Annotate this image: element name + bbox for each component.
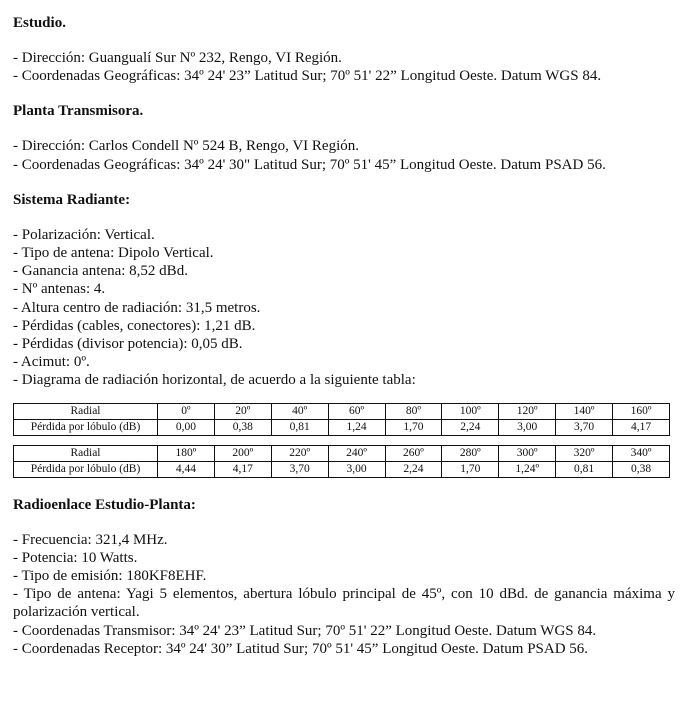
table-row-perdida	[14, 461, 670, 477]
table-cell: 260º	[385, 445, 442, 461]
table-cell: 180º	[158, 445, 215, 461]
table-cell: 200º	[214, 445, 271, 461]
table-row-perdida	[14, 419, 670, 435]
table-cell: 80º	[385, 403, 442, 419]
table-cell: 340º	[613, 445, 670, 461]
table-cell: 300º	[499, 445, 556, 461]
section-heading-radioenlace: Radioenlace Estudio-Planta:	[13, 496, 196, 513]
sistema-item: - Pérdidas (divisor potencia): 0,05 dB.	[13, 336, 243, 353]
table-cell: 0,81	[556, 461, 613, 477]
table-cell: 4,17	[613, 419, 670, 435]
radioenlace-item: - Tipo de antena: Yagi 5 elementos, abertura lóbulo principal de 45º, con 10 dBd. de ganancia máxima y polarización vertical.	[13, 586, 675, 621]
planta-coordenadas: - Coordenadas Geográficas: 34º 24' 30" Latitud Sur; 70º 51' 45” Longitud Oeste. Datum PSAD 56.	[13, 156, 606, 173]
table-cell: 140º	[556, 403, 613, 419]
table-cell: 3,70	[556, 419, 613, 435]
row-label-radial: Radial	[14, 445, 158, 461]
radiation-table-1	[13, 403, 670, 436]
sistema-item: - Nº antenas: 4.	[13, 281, 106, 298]
table-cell: 3,00	[328, 461, 385, 477]
row-label-perdida: Pérdida por lóbulo (dB)	[14, 461, 158, 477]
sistema-item: - Ganancia antena: 8,52 dBd.	[13, 263, 188, 280]
estudio-coordenadas: - Coordenadas Geográficas: 34º 24' 23” Latitud Sur; 70º 51' 22” Longitud Oeste. Datum WGS 84.	[13, 68, 602, 85]
section-heading-estudio: Estudio.	[13, 15, 66, 31]
table-cell: 2,24	[385, 461, 442, 477]
planta-direccion: - Dirección: Carlos Condell Nº 524 B, Rengo, VI Región.	[13, 138, 359, 155]
table-cell: 40º	[271, 403, 328, 419]
table-cell: 0,00	[158, 419, 215, 435]
document-page	[13, 14, 675, 658]
row-label-radial: Radial	[14, 403, 158, 419]
sistema-item: - Polarización: Vertical.	[13, 226, 155, 243]
table-row-radial	[14, 403, 670, 419]
section-heading-planta: Planta Transmisora.	[13, 103, 144, 120]
radioenlace-item: - Coordenadas Receptor: 34º 24' 30” Latitud Sur; 70º 51' 45” Longitud Oeste. Datum PSAD 56.	[13, 640, 589, 657]
radioenlace-item: - Frecuencia: 321,4 MHz.	[13, 531, 168, 548]
table-cell: 240º	[328, 445, 385, 461]
table-cell: 4,17	[214, 461, 271, 477]
sistema-item: - Pérdidas (cables, conectores): 1,21 dB.	[13, 317, 256, 334]
table-cell: 100º	[442, 403, 499, 419]
table-cell: 3,00	[499, 419, 556, 435]
table-cell: 3,70	[271, 461, 328, 477]
section-heading-sistema: Sistema Radiante:	[13, 191, 131, 208]
table-cell: 120º	[499, 403, 556, 419]
table-cell: 160º	[613, 403, 670, 419]
sistema-item: - Diagrama de radiación horizontal, de acuerdo a la siguiente tabla:	[13, 372, 416, 389]
table-cell: 1,70	[385, 419, 442, 435]
table-cell: 0º	[158, 403, 215, 419]
table-cell: 2,24	[442, 419, 499, 435]
sistema-item: - Acimut: 0º.	[13, 354, 90, 371]
table-cell: 320º	[556, 445, 613, 461]
sistema-item: - Tipo de antena: Dipolo Vertical.	[13, 245, 214, 262]
table-cell: 220º	[271, 445, 328, 461]
table-cell: 1,24º	[499, 461, 556, 477]
radiation-table-2	[13, 445, 670, 478]
sistema-item: - Altura centro de radiación: 31,5 metros.	[13, 299, 261, 316]
radioenlace-item: - Tipo de emisión: 180KF8EHF.	[13, 568, 207, 585]
table-cell: 60º	[328, 403, 385, 419]
table-cell: 1,24	[328, 419, 385, 435]
table-cell: 0,38	[613, 461, 670, 477]
table-cell: 0,38	[214, 419, 271, 435]
row-label-perdida: Pérdida por lóbulo (dB)	[14, 419, 158, 435]
radioenlace-item: - Potencia: 10 Watts.	[13, 549, 138, 566]
table-cell: 20º	[214, 403, 271, 419]
radioenlace-item: - Coordenadas Transmisor: 34º 24' 23” Latitud Sur; 70º 51' 22” Longitud Oeste. Datum WGS 84.	[13, 622, 597, 639]
table-cell: 280º	[442, 445, 499, 461]
table-row-radial	[14, 445, 670, 461]
table-cell: 1,70	[442, 461, 499, 477]
estudio-direccion: - Dirección: Guangualí Sur Nº 232, Rengo, VI Región.	[13, 50, 342, 66]
table-cell: 4,44	[158, 461, 215, 477]
table-cell: 0,81	[271, 419, 328, 435]
